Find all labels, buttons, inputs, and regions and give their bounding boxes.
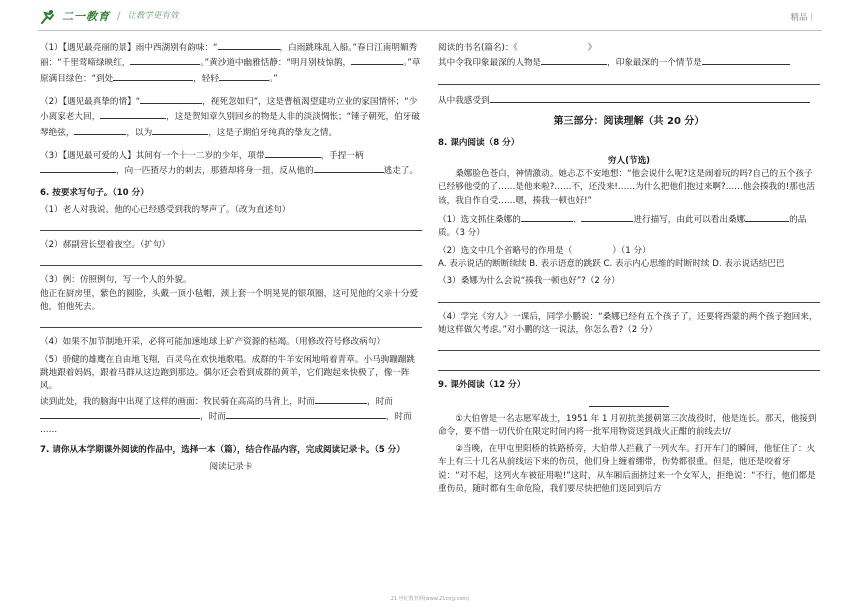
feeling-row: 从中我感受到: [438, 93, 820, 108]
question-7-title: 7. 请你从本学期课外阅读的作品中，选择一本（篇），结合作品内容，完成阅读记录卡。（5 分）: [40, 444, 405, 455]
question-6-title: 6. 按要求写句子。（10 分）: [40, 187, 149, 198]
left-column: [40, 40, 422, 474]
page-header: [0, 0, 860, 34]
blank[interactable]: [541, 55, 607, 65]
blank[interactable]: [40, 409, 200, 419]
question-8-1: （1）选文抓住桑娜的 、 进行描写，由此可以看出桑娜 的品质。（3 分）: [438, 212, 820, 241]
question-8-2: （2）选文中几个省略号的作用是（ ）（1 分）: [438, 245, 651, 256]
blank[interactable]: [74, 125, 126, 135]
blank[interactable]: [140, 94, 202, 104]
answer-line[interactable]: [438, 289, 820, 303]
question-8-2-options: A. 表示说话的断断续续 B. 表示语意的跳跃 C. 表示内心思维的时断时续 D. 表示说话结巴巴: [438, 258, 785, 269]
blank[interactable]: [218, 40, 280, 50]
question-8-3: （3）桑娜为什么会说“揍我一顿也好”?（2 分）: [438, 276, 620, 287]
impression-row: 其中令我印象最深的人物是 ，印象最深的一个情节是: [438, 55, 820, 70]
blank[interactable]: [130, 55, 200, 65]
answer-line[interactable]: [40, 252, 422, 266]
blank[interactable]: [745, 212, 789, 222]
logo-text: 二一教育: [62, 10, 110, 23]
question-5-3: （3）【遇见最可爱的人】其间有一个十一二岁的少年，项带 ，手捏一柄，向一匹猹尽力的刺去，那猹却将身一扭，反从他的 逃走了。: [40, 148, 422, 179]
blank[interactable]: [518, 40, 588, 50]
blank[interactable]: [40, 163, 116, 173]
passage-title: 穷人(节选): [607, 155, 651, 166]
question-8-4: （4）学完《穷人》一课后，同学小鹏说：“桑娜已经有五个孩子了，还要将西蒙的两个孩子抱回来，她这样做欠考虑。”对小鹏的这一说法，你怎么看?（2 分）: [438, 311, 818, 335]
right-column: [438, 40, 820, 496]
question-8-title: 8. 课内阅读（8 分）: [438, 138, 520, 149]
blank[interactable]: [152, 125, 208, 135]
blank[interactable]: [100, 109, 166, 119]
blank[interactable]: [265, 148, 321, 158]
runner-logo-icon: [38, 9, 58, 25]
quality-badge: 精品｜: [790, 13, 816, 23]
blank[interactable]: [113, 71, 193, 81]
blank[interactable]: [581, 212, 633, 222]
title-blank[interactable]: [589, 397, 669, 407]
question-5-1: （1）【遇见最亮丽的景】雨中西湖别有韵味：“ ，白雨跳珠乱入船。”春日江南明媚秀丽：“千里莺啼绿映红， 。”黄沙道中幽雅恬静：“明月别枝惊鹊， 。”草原满目绿色：“到处 ，轻轻 。”: [40, 40, 422, 86]
blank[interactable]: [702, 55, 790, 65]
story-paragraph-2: ②当晚，在甲屯里阳桥的铁路桥旁，大伯带人拦截了一列火车。打开车门的瞬间，他怔住了：火车上有三十几名从前线运下来的伤员，他们身上缠着绷带，伤势都很重。但是，他还是咬着牙说：“对不起，这列火车被征用啦!”这时，从车厢后面挤过来一个女军人，拒绝说：“不行，他们都是重伤员，随时都有生命危险，我们要尽快把他们送回到后方: [438, 444, 816, 495]
blank[interactable]: [314, 163, 384, 173]
question-5-2: （2）【遇见最真挚的情】“ ，视死忽如归”，这是曹植渴望建功立业的家国情怀；“少小离家老大回， ，这是贺知章久别回乡的物是人非的淡淡惆怅；“锤子朝死，伯牙破琴绝弦， ，以为 ，这是子期伯牙纯真的挚友之情。: [40, 94, 422, 140]
page-footer: 21 世纪教育网(www.21cnjy.com): [390, 596, 470, 602]
question-6-1: （1）老人对我说，他的心已经感受到我的琴声了。（改为直述句）: [40, 204, 291, 215]
reading-card-title: 阅读记录卡: [209, 461, 253, 472]
question-6-2: （2）郝副营长望着夜空。（扩句）: [40, 240, 171, 251]
book-name-row: 阅读的书名(篇名)：《 》: [438, 40, 820, 55]
blank[interactable]: [351, 55, 403, 65]
blank[interactable]: [226, 409, 386, 419]
answer-line[interactable]: [438, 357, 820, 371]
passage-text: 桑娜脸色苍白，神情激动。她忐忑不安地想：“他会说什么呢?这是闹着玩的吗?自己的五个孩子已经够他受的了……是他来啦?……不，还没来!……为什么把他们抱过来啊?……他会揍我的!那也活该，我自作自受……嗯，揍我一顿也好!”: [438, 169, 815, 206]
question-6-4: （4）如果不加节制地开采，必将可能加速地球上矿产资源的枯竭。（用修改符号修改病句）: [40, 337, 385, 348]
site-logo: [38, 8, 178, 25]
header-divider: [38, 30, 822, 31]
story-paragraph-1: ①大伯曾是一名志愿军战士，1951 年 1 月初抗美援朝第三次战役时，他是连长。那天，他接到命令，要不惜一切代价在限定时间内将一批军用物资送到战火正酣的前线去!//: [438, 413, 817, 437]
logo-slogan: 让教学更有效: [127, 10, 179, 21]
question-6-5-prompt: 读到此处，我的脑海中出现了这样的画面：牧民骑在高高的马背上，时而 ，时而，时而 ，时而……: [40, 394, 422, 438]
answer-line[interactable]: [40, 217, 422, 231]
question-6-3-example: 他正在厨房里，紫色的圆脸，头戴一顶小毡帽，颈上套一个明晃晃的银项圈，这可见他的父亲十分爱他，怕他死去。: [40, 288, 419, 313]
blank[interactable]: [315, 394, 367, 404]
blank[interactable]: [521, 212, 573, 222]
question-9-title: 9. 课外阅读（12 分）: [438, 380, 526, 391]
question-6-3: （3）例：仿照例句，写一个人的外貌。: [40, 275, 192, 286]
blank[interactable]: [490, 93, 810, 103]
question-6-5: （5）骄健的雄鹰在自由地飞翔，百灵鸟在欢快地歌唱。成群的牛羊安闲地啃着青草。小马驹蹦蹦跳跳地跟着妈妈，跟着马群从这边跑到那边。偶尔还会看到成群的黄羊，它们跑起来快极了，像一阵风。: [40, 354, 416, 392]
answer-line[interactable]: [438, 71, 820, 85]
part-3-title: 第三部分：阅读理解（共 20 分）: [553, 115, 705, 127]
answer-line[interactable]: [438, 337, 820, 351]
blank[interactable]: [219, 71, 269, 81]
logo-separator: /: [117, 10, 121, 22]
answer-line[interactable]: [40, 314, 422, 328]
